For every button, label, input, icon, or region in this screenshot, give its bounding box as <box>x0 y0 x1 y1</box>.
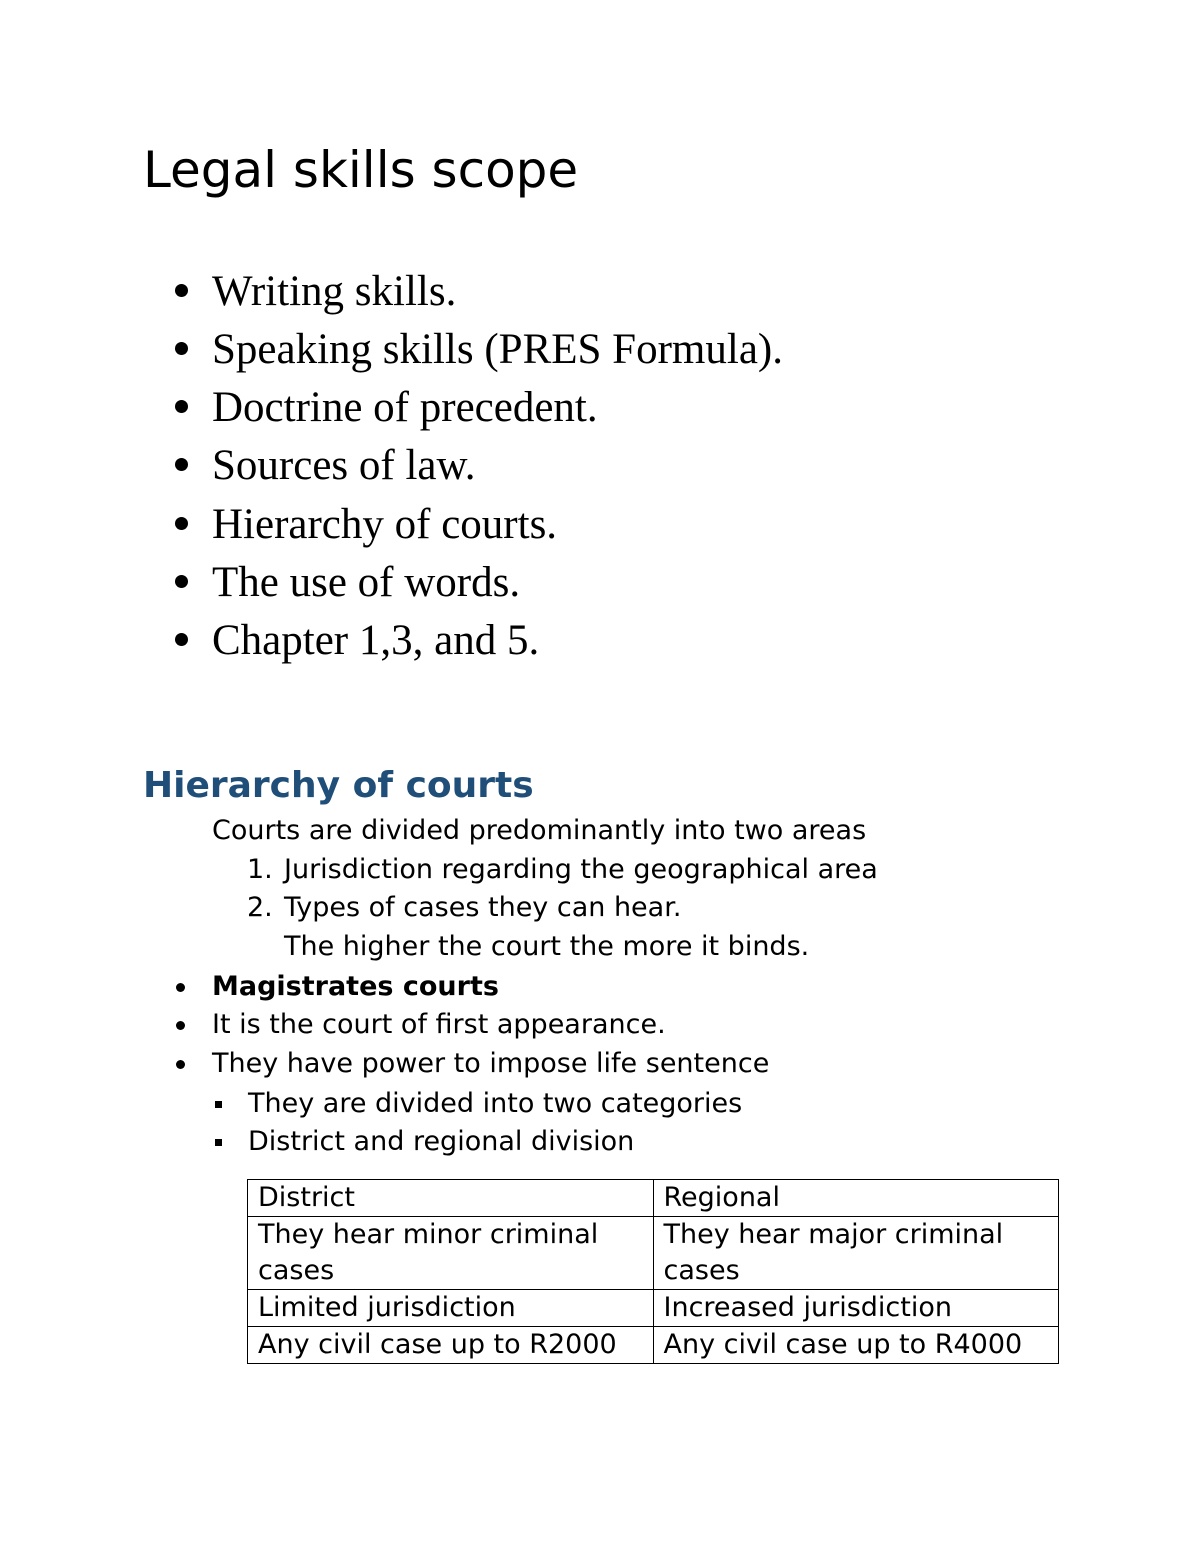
item-number: 1. <box>247 854 273 885</box>
table-cell: Any civil case up to R2000 <box>248 1327 654 1364</box>
bullet-item <box>212 973 499 1000</box>
list-item-text: Sources of law. <box>212 442 476 489</box>
bullet-item-text: They have power to impose life sentence <box>212 1048 770 1079</box>
court-comparison-table <box>247 1179 1059 1364</box>
bullet-icon <box>176 1021 185 1030</box>
bullet-icon <box>175 517 188 530</box>
bullet-item <box>212 1050 769 1077</box>
list-item-text: The use of words. <box>212 559 521 606</box>
list-item-text: Chapter 1,3, and 5. <box>212 617 540 664</box>
bullet-icon <box>176 983 185 992</box>
item-number: 2. <box>247 892 273 923</box>
bullet-item <box>212 1011 666 1038</box>
list-item <box>212 386 598 429</box>
page-title: Legal skills scope <box>143 141 579 199</box>
table-header-row <box>248 1180 1059 1217</box>
section-heading: Hierarchy of courts <box>143 765 534 806</box>
bullet-icon <box>175 342 188 355</box>
list-item <box>212 619 539 662</box>
square-bullet-icon <box>215 1101 222 1108</box>
bullet-icon <box>175 575 188 588</box>
sub-bullet-item <box>248 1090 742 1117</box>
square-bullet-icon <box>215 1139 222 1146</box>
table-row <box>248 1217 1059 1290</box>
numbered-item-text: Jurisdiction regarding the geographical area <box>284 854 878 885</box>
list-item-text: Speaking skills (PRES Formula). <box>212 326 783 373</box>
section-intro: Courts are divided predominantly into two areas <box>212 815 867 846</box>
sub-bullet-text: District and regional division <box>248 1126 635 1157</box>
table-cell: Any civil case up to R4000 <box>653 1327 1059 1364</box>
table-row <box>248 1327 1059 1364</box>
list-item-text: Writing skills. <box>212 268 457 315</box>
continuation-text: The higher the court the more it binds. <box>284 931 810 962</box>
table-cell: They hear minor criminal cases <box>248 1217 654 1290</box>
list-item <box>212 444 476 487</box>
list-item-text: Doctrine of precedent. <box>212 384 598 431</box>
list-item <box>212 328 783 371</box>
bullet-icon <box>175 633 188 646</box>
bullet-item-text: Magistrates courts <box>212 971 499 1002</box>
bullet-icon <box>175 458 188 471</box>
bullet-item-text: It is the court of first appearance. <box>212 1009 666 1040</box>
list-item <box>212 270 456 313</box>
table-cell: Increased jurisdiction <box>653 1290 1059 1327</box>
bullet-icon <box>176 1060 185 1069</box>
numbered-item <box>247 854 878 885</box>
bullet-icon <box>175 400 188 413</box>
bullet-icon <box>175 284 188 297</box>
list-item <box>212 561 520 604</box>
table-header-cell: Regional <box>653 1180 1059 1217</box>
numbered-item <box>247 892 682 923</box>
list-item <box>212 503 557 546</box>
table-cell: They hear major criminal cases <box>653 1217 1059 1290</box>
list-item-text: Hierarchy of courts. <box>212 501 558 548</box>
sub-bullet-item <box>248 1128 634 1155</box>
numbered-item-text: Types of cases they can hear. <box>284 892 682 923</box>
table-row <box>248 1290 1059 1327</box>
table-cell: Limited jurisdiction <box>248 1290 654 1327</box>
table-header-cell: District <box>248 1180 654 1217</box>
sub-bullet-text: They are divided into two categories <box>248 1088 743 1119</box>
